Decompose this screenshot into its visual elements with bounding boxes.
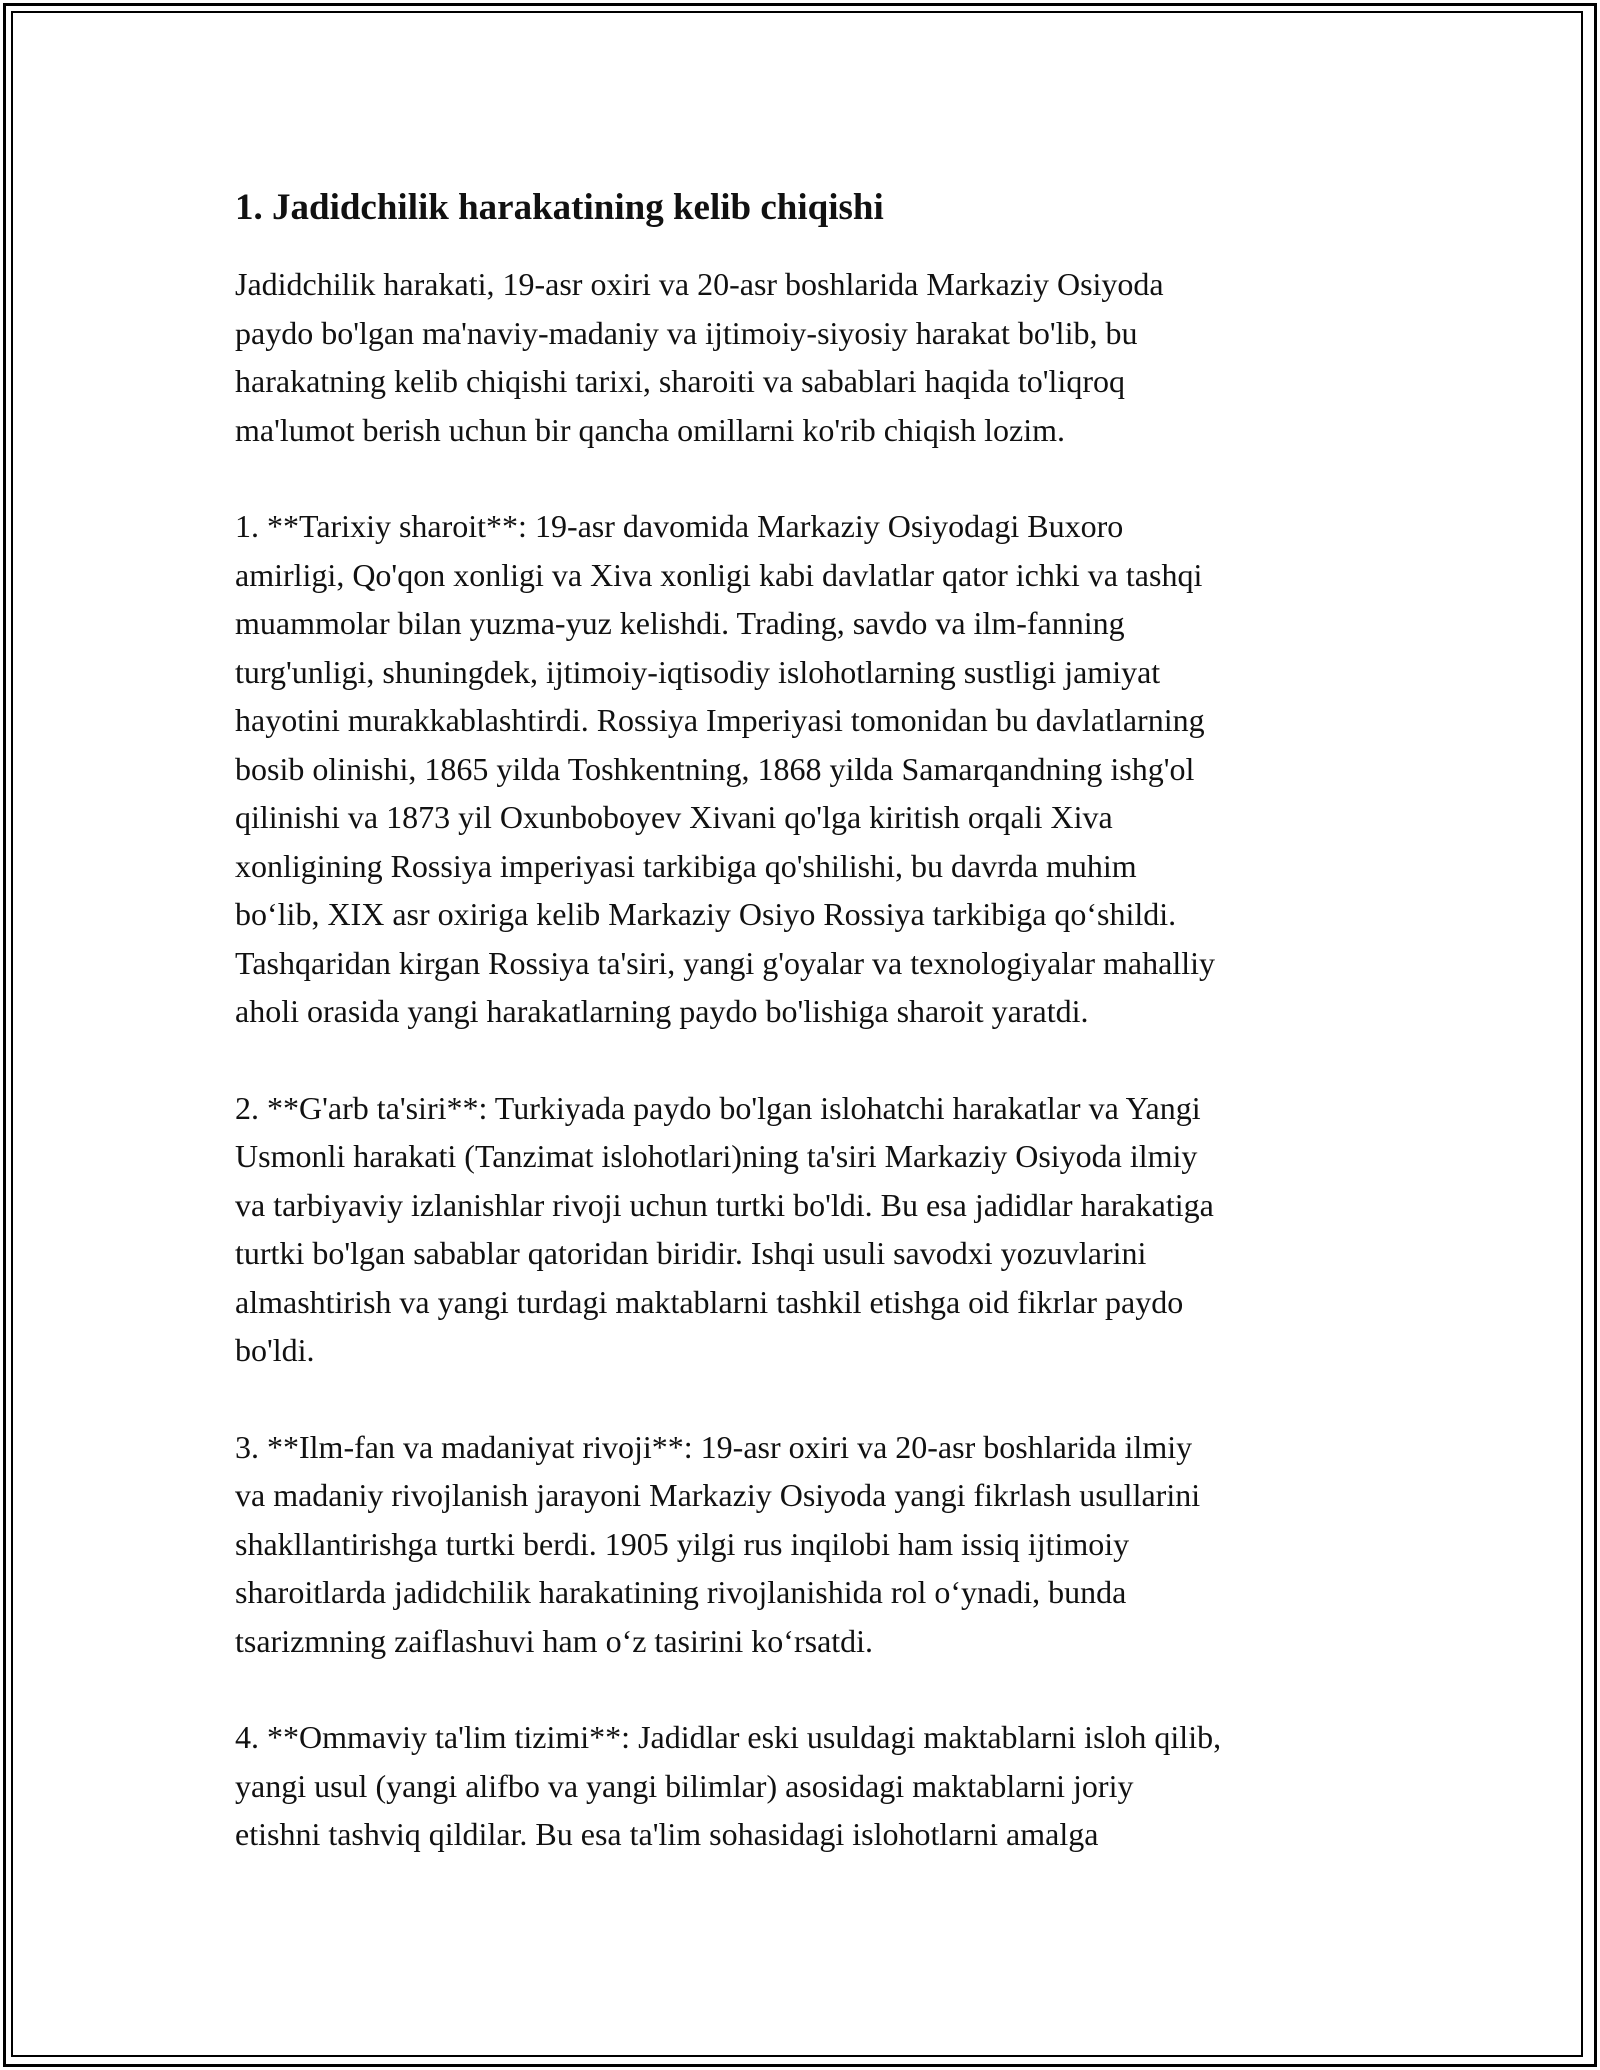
section-heading: 1. Jadidchilik harakatining kelib chiqishi [235,187,884,228]
paragraph-western-influence: 2. **G'arb ta'siri**: Turkiyada paydo bo'lgan islohatchi harakatlar va Yangi Usmonli harakati (Tanzimat islohotlari)ning ta'siri Markaziy Osiyoda ilmiy va tarbiyaviy izlanishlar rivoji uchun turtki bo'ldi. Bu esa jadidlar harakatiga turtki bo'lgan sabablar qatoridan biridir. Ishqi usuli savodxi yozuvlarini almashtirish va yangi turdagi maktablarni tashkil etishga oid fikrlar paydo bo'ldi. [235,1089,1214,1369]
paragraph-science-culture: 3. **Ilm-fan va madaniyat rivoji**: 19-asr oxiri va 20-asr boshlarida ilmiy va madaniy rivojlanish jarayoni Markaziy Osiyoda yangi fikrlash usullarini shakllantirishga turtki berdi. 1905 yilgi rus inqilobi ham issiq ijtimoiy sharoitlarda jadidchilik harakatining rivojlanishida rol o‘ynadi, bunda tsarizmning zaiflashuvi ham o‘z tasirini ko‘rsatdi. [235,1428,1201,1659]
intro-paragraph: Jadidchilik harakati, 19-asr oxiri va 20-asr boshlarida Markaziy Osiyoda paydo bo'lgan ma'naviy-madaniy va ijtimoiy-siyosiy harakat bo'lib, bu harakatning kelib chiqishi tarixi, sharoiti va sabablari haqida to'liqroq ma'lumot berish uchun bir qancha omillarni ko'rib chiqish lozim. [235,266,1164,448]
paragraph-historical-conditions: 1. **Tarixiy sharoit**: 19-asr davomida Markaziy Osiyodagi Buxoro amirligi, Qo'qon xonligi va Xiva xonligi kabi davlatlar qator ichki va tashqi muammolar bilan yuzma-yuz kelishdi. Trading, savdo va ilm-fanning turg'unligi, shuningdek, ijtimoiy-iqtisodiy islohotlarning sustligi jamiyat hayotini murakkablashtirdi. Rossiya Imperiyasi tomonidan bu davlatlarning bosib olinishi, 1865 yilda Toshkentning, 1868 yilda Samarqandning ishg'ol qilinishi va 1873 yil Oxunboboyev Xivani qo'lga kiritish orqali Xiva xonligining Rossiya imperiyasi tarkibiga qo'shilishi, bu davrda muhim bo‘lib, XIX asr oxiriga kelib Markaziy Osiyo Rossiya tarkibiga qo‘shildi. Tashqaridan kirgan Rossiya ta'siri, yangi g'oyalar va texnologiyalar mahalliy aholi orasida yangi harakatlarning paydo bo'lishiga sharoit yaratdi. [235,508,1215,1030]
document-body [235,184,1385,1859]
paragraph-public-education: 4. **Ommaviy ta'lim tizimi**: Jadidlar eski usuldagi maktablarni isloh qilib, yangi usul (yangi alifbo va yangi bilimlar) asosidagi maktablarni joriy etishni tashviq qildilar. Bu esa ta'lim sohasidagi islohotlarni amalga [235,1719,1222,1853]
